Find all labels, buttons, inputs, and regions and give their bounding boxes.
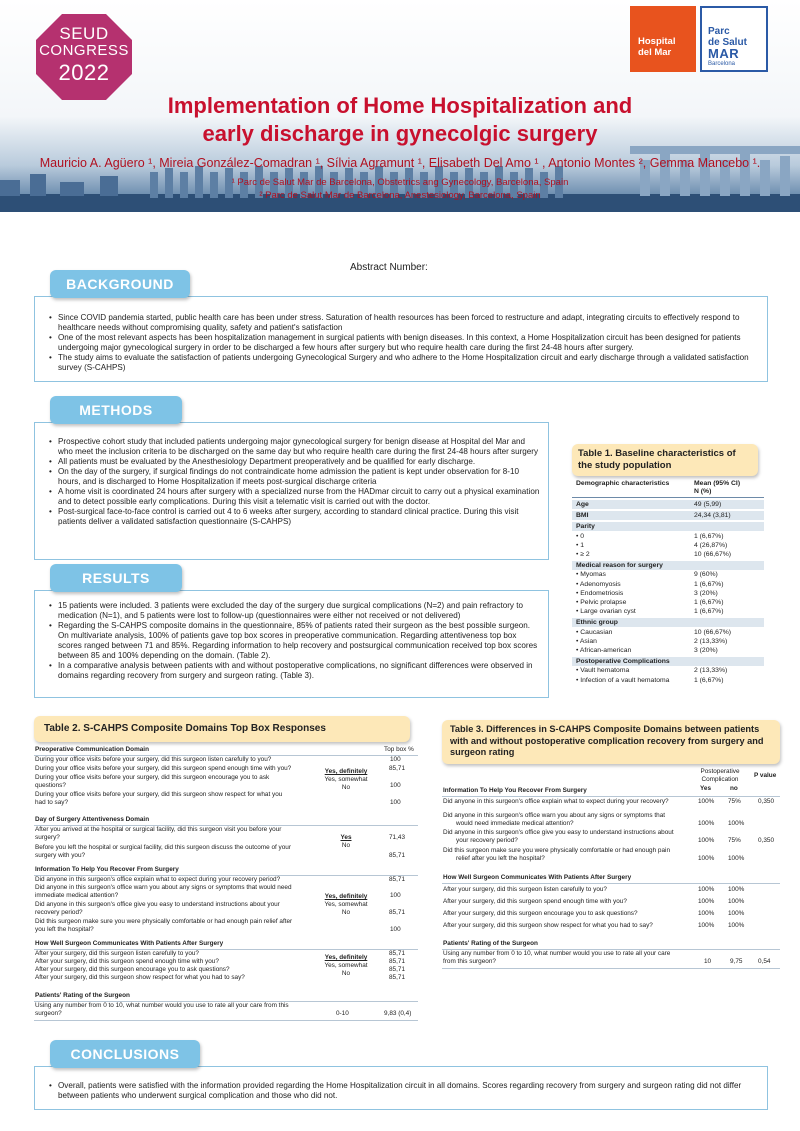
t3-r4-qb: relief after you left the hospital? bbox=[456, 855, 545, 862]
t3-r3-qa: Did anyone in this surgeon's office give you easy to understand instructions about bbox=[443, 829, 674, 836]
table1-row-label: • Caucasian bbox=[576, 628, 613, 636]
t2-d3-r2: Yes, somewhat bbox=[324, 901, 368, 908]
t3-domain1: Information To Help You Recover From Surgery bbox=[443, 787, 587, 794]
t2-d4-r3: No bbox=[341, 970, 351, 977]
table2-title: Table 2. S-CAHPS Composite Domains Top Box Responses bbox=[34, 716, 410, 742]
results-bullet-1: • 15 patients were included. 3 patients were excluded the day of the surgery due surgical complications (N=2) and pain refractory to medication (N=1), and 5 patients were lost to follow-up (questionnaires were either not received or not delivered) bbox=[49, 601, 541, 621]
conclusions-list bbox=[49, 1081, 759, 1101]
t2-d3-v2: 100 bbox=[390, 892, 401, 899]
hospital-logo-text: Hospital del Mar bbox=[638, 36, 676, 58]
t3-r9-no: 9,75 bbox=[730, 958, 743, 965]
t2-d2-v2: 85,71 bbox=[389, 852, 405, 859]
t2-d3-responses bbox=[314, 893, 378, 917]
methods-list bbox=[49, 437, 541, 527]
results-bullet-2: • Regarding the S-CAHPS composite domains in the questionnaire, 85% of patients rated their surgeon as the best possible surgeon. On multivariate analysis, 100% of patients gave top box scores in preoperative communication. Regarding attentiveness top box scores ranged between 71 and 85%. Regarding information to help recovery and postsurgical communication received top box scores between 85 and 100% depending on the domain. (Table 2). bbox=[49, 621, 541, 661]
t3-r2-qb: would need immediate medical attention? bbox=[456, 820, 574, 827]
t3-rule bbox=[442, 883, 780, 884]
t3-r7-q: After your surgery, did this surgeon encourage you to ask questions? bbox=[443, 910, 638, 917]
t2-domain3: Information To Help You Recover From Surgery bbox=[35, 866, 179, 873]
poster-header bbox=[0, 0, 800, 212]
t2-d1-r3: No bbox=[341, 784, 351, 791]
background-heading: BACKGROUND bbox=[50, 270, 190, 298]
background-bullet-2: • One of the most relevant aspects has been hospitalization management in surgical patients with benign diseases. In this context, a Home Hospitalization circuit has been designed for patients undergoing major gynecological surgery in order to be discharged a few hours after surgery but who require health care during the first 24-48 hours after surgery. bbox=[49, 333, 759, 353]
t3-hdr-postop: Postoperative bbox=[700, 768, 740, 775]
affiliation-1: ¹ Parc de Salut Mar de Barcelona, Obstetrics ang Gynecology, Barcelona, Spain bbox=[231, 177, 569, 188]
table1-row-value: 10 (66,67%) bbox=[694, 628, 732, 636]
t2-bottom-rule bbox=[34, 1020, 418, 1021]
t3-r1-yes: 100% bbox=[698, 798, 715, 805]
t2-topbox-header: Top box % bbox=[384, 746, 414, 753]
t3-r9-qa: Using any number from 0 to 10, what number would you use to rate all your care bbox=[443, 950, 671, 957]
t3-hdr-yes: Yes bbox=[700, 785, 712, 792]
t2-d1-q2: During your office visits before your surgery, did this surgeon spend enough time with you? bbox=[35, 765, 292, 772]
congress-year: 2022 bbox=[58, 60, 110, 85]
t2-d2-r2: No bbox=[341, 842, 351, 849]
t2-d3-q4a: Did this surgeon make sure you were physically comfortable or had enough pain relief after bbox=[35, 918, 293, 925]
t2-d1-r1: Yes, definitely bbox=[324, 768, 368, 775]
t2-d4-r1: Yes, definitely bbox=[324, 954, 368, 961]
table1-row-value: 1 (6,67%) bbox=[694, 608, 724, 616]
t3-r7-no: 100% bbox=[728, 910, 745, 917]
t2-d5-v1: 9,83 (0,4) bbox=[384, 1010, 412, 1017]
t2-d3-q2a: Did anyone in this surgeon's office warn you about any signs or symptoms that would need bbox=[35, 884, 292, 891]
t2-d2-q2a: Before you left the hospital or surgical facility, did this surgeon discuss the outcome of your bbox=[35, 844, 291, 851]
table2 bbox=[34, 744, 418, 1024]
t3-r4-yes: 100% bbox=[698, 855, 715, 862]
table1-row-label: • Asian bbox=[576, 637, 597, 645]
table1-row-value: 3 (20%) bbox=[694, 647, 718, 654]
t2-d4-q1: After your surgery, did this surgeon listen carefully to you? bbox=[35, 950, 199, 957]
table1-row-band bbox=[572, 511, 764, 520]
t3-r9-qb: from this surgeon? bbox=[443, 958, 496, 965]
t3-r6-q: After your surgery, did this surgeon spend enough time with you? bbox=[443, 898, 627, 905]
background-bullet-3: • The study aims to evaluate the satisfaction of patients undergoing Gynecological Surgery and who adhere to the Home Hospitalization circuit and early discharge through a validated satisfaction survey (S-CAHPS) bbox=[49, 353, 759, 373]
t2-d1-q3a: During your office visits before your surgery, did this surgeon encourage you to ask bbox=[35, 774, 270, 781]
table3-title: Table 3. Differences in S-CAHPS Composite Domains between patients with and without postoperative complication recovery from surgery and surgeon rating bbox=[442, 720, 780, 764]
t2-d4-v3: 85,71 bbox=[389, 966, 405, 973]
t3-hdr-compl: Complication bbox=[701, 776, 739, 783]
table1-row-label: • Adenomyosis bbox=[576, 580, 621, 588]
t2-d5-q1b: surgeon? bbox=[35, 1010, 62, 1017]
t3-r4-no: 100% bbox=[728, 855, 745, 862]
t2-d4-responses bbox=[314, 954, 378, 978]
t3-r5-q: After your surgery, did this surgeon listen carefully to you? bbox=[443, 886, 607, 893]
t3-r6-yes: 100% bbox=[698, 898, 715, 905]
conclusions-heading: CONCLUSIONS bbox=[50, 1040, 200, 1068]
parc-logo-line2: de Salut bbox=[708, 37, 747, 48]
t2-d1-q3b: questions? bbox=[35, 782, 66, 789]
t3-r3-yes: 100% bbox=[698, 837, 715, 844]
t2-d3-r3: No bbox=[341, 909, 351, 916]
table1-col2-header: Mean (95% CI) bbox=[694, 480, 741, 487]
methods-box bbox=[34, 422, 549, 560]
t3-r8-yes: 100% bbox=[698, 922, 715, 929]
t2-d4-q4: After your surgery, did this surgeon show respect for what you had to say? bbox=[35, 974, 245, 981]
methods-bullet-1: • Prospective cohort study that included patients undergoing major gynecological surgery for benign disease at Hospital del Mar and who meet the inclusion criteria to be discharged on the same day but who require health care during the first 24-48 hours after surgery bbox=[49, 437, 541, 457]
table1-title: Table 1. Baseline characteristics of the study population bbox=[572, 444, 758, 476]
hospital-del-mar-logo bbox=[630, 6, 696, 72]
table1-row-value: 9 (60%) bbox=[694, 571, 718, 579]
table3 bbox=[442, 766, 780, 972]
t3-r4-qa: Did this surgeon make sure you were physically comfortable or had enough pain bbox=[443, 847, 670, 854]
t3-domain3: Patients' Rating of the Surgeon bbox=[443, 940, 538, 947]
abstract-number: Abstract Number: bbox=[350, 262, 428, 273]
table1-row-value: 3 (20%) bbox=[694, 589, 718, 597]
t3-r8-no: 100% bbox=[728, 922, 745, 929]
table1-row-label: • Large ovarian cyst bbox=[576, 608, 636, 616]
table1-row-value: 24,34 (3,81) bbox=[694, 512, 731, 520]
table1-col1-header: Demographic characteristics bbox=[576, 480, 670, 487]
t2-d1-v4: 100 bbox=[390, 799, 401, 806]
t3-hdr-p: P value bbox=[754, 772, 777, 779]
t3-domain2: How Well Surgeon Communicates With Patients After Surgery bbox=[443, 874, 632, 881]
results-heading: RESULTS bbox=[50, 564, 182, 592]
t3-r9-p: 0,54 bbox=[758, 958, 771, 965]
t3-r6-no: 100% bbox=[728, 898, 745, 905]
t2-d1-q4b: had to say? bbox=[35, 799, 69, 806]
t2-d2-q2b: surgery with you? bbox=[35, 852, 86, 859]
table1-row-value: 2 (13,33%) bbox=[694, 637, 728, 645]
t2-d1-q4a: During your office visits before your surgery, did this surgeon show respect for what you bbox=[35, 791, 283, 798]
congress-line2: CONGRESS bbox=[39, 42, 129, 59]
table1-row-label: • Endometriosis bbox=[576, 589, 624, 597]
table1-row-label: • African-american bbox=[576, 647, 632, 654]
parc-salut-mar-logo bbox=[700, 6, 768, 72]
table1-row-value: 4 (26,87%) bbox=[694, 541, 728, 549]
authors: Mauricio A. Agüero ¹, Mireia González-Comadran ¹, Sílvia Agramunt ¹, Elisabeth Del Amo ¹ , Antonio Montes ², Gemma Mancebo ¹. bbox=[39, 156, 761, 170]
title-line2: early discharge in gynecolgic surgery bbox=[202, 121, 598, 146]
t2-d2-responses bbox=[314, 834, 378, 850]
table1-row-value: 1 (6,67%) bbox=[694, 532, 724, 540]
methods-bullet-3: • On the day of the surgery, if surgical findings do not contraindicate home admission the patient is kept under observation for 8-10 hours, and is discharged to Home Hospitalization if meets post-surgical discharge criteria bbox=[49, 467, 541, 487]
table1-row-label: BMI bbox=[576, 512, 589, 520]
table1-row-value: 1 (6,67%) bbox=[694, 599, 724, 606]
t2-d3-v3: 85,71 bbox=[389, 909, 405, 916]
t2-d3-v1: 85,71 bbox=[389, 876, 405, 883]
t2-d1-v2: 85,71 bbox=[389, 765, 405, 772]
t2-d2-r1: Yes bbox=[340, 834, 352, 841]
t2-d3-q4b: you left the hospital? bbox=[35, 926, 94, 933]
t2-d3-q3b: recovery period? bbox=[35, 909, 83, 916]
methods-bullet-5: • Post-surgical face-to-face control is carried out 4 to 6 weeks after surgery, according to standard clinical practice. During this visit patients deliver a validated satisfaction questionnaire (S-CAHPS) bbox=[49, 507, 541, 527]
table1-row-label: Postoperative Complications bbox=[576, 658, 670, 666]
table1-header-rule bbox=[572, 497, 764, 498]
title-line1: Implementation of Home Hospitalization and bbox=[167, 93, 633, 118]
t2-d3-r1: Yes, definitely bbox=[324, 893, 368, 900]
results-bullet-3: • In a comparative analysis between patients with and without postoperative complications, no significant differences were observed in domains regarding recovery from surgery and surgeon rating. (Table 3). bbox=[49, 661, 541, 681]
table1-row-value: 10 (66,67%) bbox=[694, 551, 732, 558]
t3-r7-yes: 100% bbox=[698, 910, 715, 917]
parc-logo-line4: Barcelona bbox=[708, 61, 736, 67]
t2-domain4: How Well Surgeon Communicates With Patients After Surgery bbox=[35, 940, 224, 947]
table1 bbox=[572, 478, 764, 684]
t3-r1-q: Did anyone in this surgeon's office explain what to expect during your recovery? bbox=[443, 798, 669, 805]
methods-bullet-4: • A home visit is coordinated 24 hours after surgery with a specialized nurse from the HADmar circuit to carry out a physical examination and to detect possible early complications. During this visit a telematic visit is carried out with the doctor. bbox=[49, 487, 541, 507]
affiliation-2: ² Parc de Salut Mar de Barcelona, Anestesiology, Barcelona, Spain bbox=[259, 190, 541, 201]
t2-domain2: Day of Surgery Attentiveness Domain bbox=[35, 816, 150, 823]
t3-r5-yes: 100% bbox=[698, 886, 715, 893]
t2-d3-q2b: immediate medical attention? bbox=[35, 892, 119, 899]
t3-r3-qb: your recovery period? bbox=[456, 837, 518, 844]
t3-r3-p: 0,350 bbox=[758, 837, 774, 844]
table1-row-value: 49 (5,99) bbox=[694, 501, 722, 508]
table1-col2b-header: N (%) bbox=[694, 488, 712, 495]
t3-r1-no: 75% bbox=[728, 798, 741, 805]
parc-logo-line3: MAR bbox=[708, 46, 740, 61]
t2-d4-v2: 85,71 bbox=[389, 958, 405, 965]
conclusions-box bbox=[34, 1066, 768, 1110]
table1-row-value: 2 (13,33%) bbox=[694, 667, 728, 675]
methods-heading: METHODS bbox=[50, 396, 182, 424]
table1-row-label: • Vault hematoma bbox=[576, 667, 630, 675]
table1-row-label: Ethnic group bbox=[576, 619, 618, 627]
seud-congress-logo bbox=[34, 12, 134, 102]
t3-r8-q: After your surgery, did this surgeon show respect for what you had to say? bbox=[443, 922, 653, 929]
background-list bbox=[49, 313, 759, 373]
table1-row-label: • Infection of a vault hematoma bbox=[576, 676, 670, 684]
t2-d2-q1a: After you arrived at the hospital or surgical facility, did this surgeon visit you before your bbox=[35, 826, 282, 833]
results-list bbox=[49, 601, 541, 681]
t3-r1-p: 0,350 bbox=[758, 798, 774, 805]
t2-d4-q3: After your surgery, did this surgeon encourage you to ask questions? bbox=[35, 966, 230, 973]
table1-row-value: 1 (6,67%) bbox=[694, 580, 724, 588]
table1-row-band bbox=[572, 500, 764, 509]
t2-d3-q1: Did anyone in this surgeon's office explain what to expect during your recovery period? bbox=[35, 876, 281, 883]
table1-row-label: • 1 bbox=[576, 541, 585, 549]
t2-d4-v1: 85,71 bbox=[389, 950, 405, 957]
t3-bottom-rule bbox=[442, 968, 780, 969]
t2-d5-range: 0-10 bbox=[336, 1010, 349, 1017]
t2-d3-v4: 100 bbox=[390, 926, 401, 933]
t3-r5-no: 100% bbox=[728, 886, 745, 893]
t2-d2-q1b: surgery? bbox=[35, 834, 60, 841]
t2-d4-q2: After your surgery, did this surgeon spend enough time with you? bbox=[35, 958, 219, 965]
t2-d1-v1: 100 bbox=[390, 756, 401, 763]
t2-d2-v1: 71,43 bbox=[389, 834, 405, 841]
table1-row-label: Medical reason for surgery bbox=[576, 562, 663, 570]
t2-domain1: Preoperative Communication Domain bbox=[35, 746, 149, 753]
t3-r2-qa: Did anyone in this surgeon's office warn you about any signs or symptoms that bbox=[443, 812, 666, 819]
table1-row-label: • Pelvic prolapse bbox=[576, 599, 627, 606]
parc-logo-line1: Parc bbox=[708, 26, 730, 37]
t3-rule bbox=[442, 796, 780, 797]
t2-d1-v3: 100 bbox=[390, 782, 401, 789]
table1-row-label: • Myomas bbox=[576, 571, 606, 579]
table1-row-label: • ≥ 2 bbox=[576, 551, 590, 558]
methods-bullet-2: • All patients must be evaluated by the Anesthesiology Department preoperatively and be qualified for early discharge. bbox=[49, 457, 541, 467]
t2-d5-q1a: Using any number from 0 to 10, what number would you use to rate all your care from this bbox=[35, 1002, 289, 1009]
t3-hdr-no: no bbox=[730, 785, 738, 792]
background-box bbox=[34, 296, 768, 382]
t2-d1-q1: During your office visits before your surgery, did this surgeon listen carefully to you? bbox=[35, 756, 272, 763]
table1-row-label: Age bbox=[576, 501, 589, 508]
congress-line1: SEUD bbox=[59, 24, 109, 43]
t3-r3-no: 75% bbox=[728, 837, 741, 844]
t3-r2-no: 100% bbox=[728, 820, 745, 827]
t3-r9-yes: 10 bbox=[704, 958, 712, 965]
t2-d3-q3a: Did anyone in this surgeon's office give you easy to understand instructions about your bbox=[35, 901, 280, 908]
t2-d1-r2: Yes, somewhat bbox=[324, 776, 368, 783]
table1-row-band bbox=[572, 522, 764, 531]
t2-d4-r2: Yes, somewhat bbox=[324, 962, 368, 969]
table1-row-label: • 0 bbox=[576, 532, 585, 540]
conclusions-bullet: • Overall, patients were satisfied with the information provided regarding the Home Hospitalization circuit in all domains. Scores regarding recovery from surgery and surgeon rating did not differ between patients who underwent surgical complication and those who did not. bbox=[49, 1081, 759, 1101]
t2-d4-v4: 85,71 bbox=[389, 974, 405, 981]
background-bullet-1: • Since COVID pandemia started, public health care has been under stress. Saturation of health resources has been forced to restructure and adapt, integrating circuits to effectively respond to healthcare needs without compromising quality, safety and patient's satisfaction bbox=[49, 313, 759, 333]
t2-d1-responses bbox=[314, 768, 378, 792]
t3-r2-yes: 100% bbox=[698, 820, 715, 827]
table1-row-value: 1 (6,67%) bbox=[694, 676, 724, 684]
table1-row-label: Parity bbox=[576, 523, 595, 531]
poster-title bbox=[0, 92, 800, 148]
results-box bbox=[34, 590, 549, 698]
t2-domain5: Patients' Rating of the Surgeon bbox=[35, 992, 130, 999]
